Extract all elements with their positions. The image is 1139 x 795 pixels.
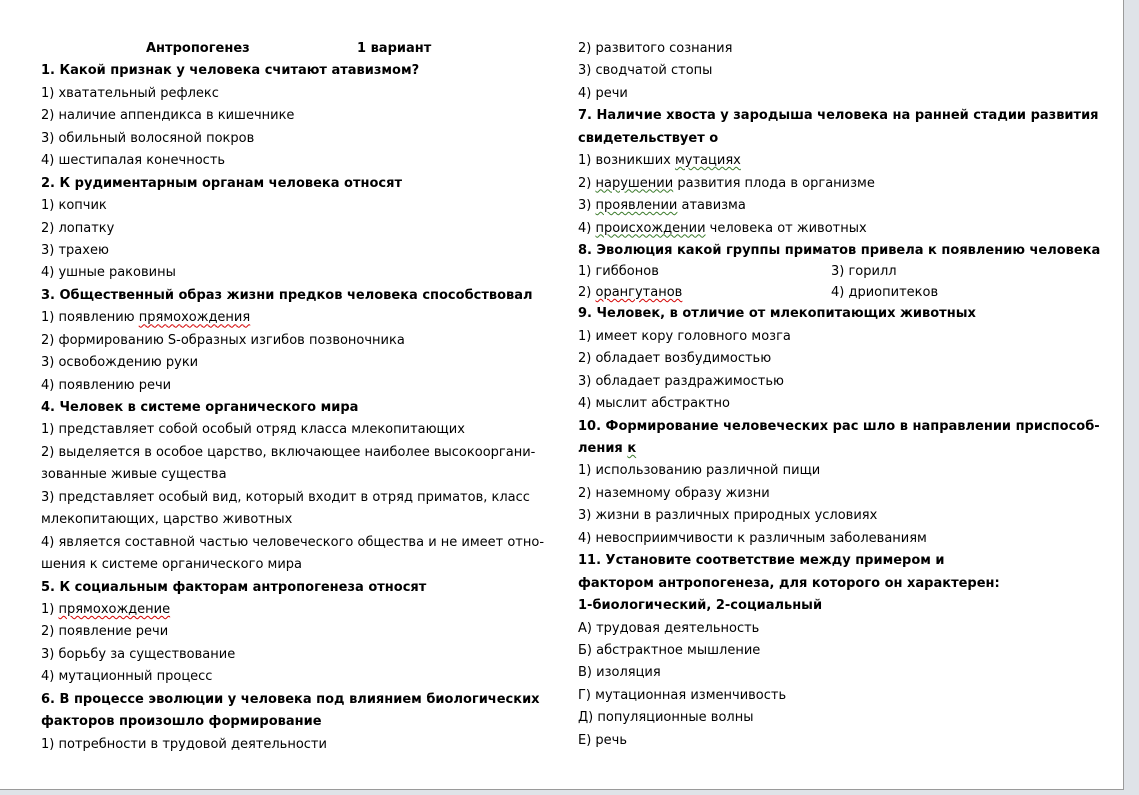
question-text: 5. К социальным факторам антропогенеза относят: [41, 579, 427, 595]
answer-option: 1) представляет собой особый отряд класса млекопитающих: [41, 422, 465, 438]
line-text: 2): [578, 175, 596, 191]
answer-option: Д) популяционные волны: [578, 710, 754, 726]
answer-option: 2) выделяется в особое царство, включающее наиболее высокооргани-: [41, 444, 536, 460]
answer-option: 4) появлению речи: [41, 377, 172, 393]
variant-label: 1 вариант: [357, 41, 432, 56]
spellcheck-marked-word: происхождении: [595, 220, 706, 236]
window-bottom-band: [0, 790, 1139, 795]
answer-option: [578, 264, 659, 279]
question-text: 1. Какой признак у человека считают атавизмом?: [41, 63, 420, 79]
question-text: 10. Формирование человеческих рас шло в направлении приспособ-: [578, 418, 1100, 434]
answer-option: 2) появление речи: [41, 624, 169, 640]
line-text: атавизма: [677, 198, 746, 214]
question-text: 9. Человек, в отличие от млекопитающих животных: [578, 306, 976, 322]
answer-option: [578, 150, 1078, 172]
question-text: 8. Эволюция какой группы приматов привела к появлению человека: [578, 242, 1101, 258]
answer-option: млекопитающих, царство животных: [41, 512, 293, 528]
answer-option: 1) использованию различной пищи: [578, 463, 821, 479]
right-lines-top: [578, 38, 1101, 262]
answer-option: 1) потребности в трудовой деятельности: [41, 736, 327, 752]
answer-option: 2) наземному образу жизни: [578, 485, 770, 501]
answer-option: 2) лопатку: [41, 220, 115, 236]
answer-option: 4) мутационный процесс: [41, 669, 213, 685]
answer-option: 4) мыслит абстрактно: [578, 396, 730, 412]
answer-option: 3) горилл: [831, 264, 897, 280]
left-column: [41, 38, 545, 756]
answer-option: 3) обладает раздражимостью: [578, 373, 784, 389]
answer-option: 3) трахею: [41, 242, 109, 258]
spellcheck-marked-word: нарушении: [595, 175, 674, 191]
answer-option: 1) имеет кору головного мозга: [578, 328, 791, 344]
left-lines: [41, 60, 545, 756]
answer-option: 3) борьбу за существование: [41, 646, 236, 662]
spellcheck-marked-word: прямохождения: [138, 310, 251, 326]
line-text: человека от животных: [705, 220, 867, 236]
answer-option: [578, 195, 1078, 217]
answer-option: А) трудовая деятельность: [578, 620, 760, 636]
answer-option: Б) абстрактное мышление: [578, 642, 761, 658]
document-title-row: [41, 38, 541, 60]
line-text: развития плода в организме: [673, 175, 875, 191]
spellcheck-marked-word: проявлении: [595, 198, 678, 214]
spellcheck-marked-word: мутациях: [674, 153, 741, 169]
answer-pair-row: [578, 283, 1078, 304]
spellcheck-marked-word: орангутанов: [595, 284, 683, 300]
window-side-rail: [1124, 0, 1139, 795]
answer-option: 3) жизни в различных природных условиях: [578, 508, 878, 524]
answer-option: [41, 599, 541, 621]
question-text: 2. К рудиментарным органам человека относят: [41, 175, 403, 191]
answer-option: [578, 218, 1078, 240]
question-text: 7. Наличие хвоста у зародыша человека на ранней стадии развития: [578, 108, 1099, 124]
right-lines-bottom: [578, 303, 1100, 752]
spellcheck-marked-word: прямохождение: [58, 601, 171, 617]
answer-option: Г) мутационная изменчивость: [578, 687, 787, 703]
line-text: 1): [41, 601, 59, 617]
answer-option: В) изоляция: [578, 665, 661, 681]
question-text: 3. Общественный образ жизни предков человека способствовал: [41, 287, 533, 303]
line-text: 3): [578, 198, 596, 214]
answer-option: Е) речь: [578, 732, 628, 748]
question-text: факторов произошло формирование: [41, 714, 322, 730]
spellcheck-marked-word: к: [627, 441, 637, 456]
answer-option: [578, 173, 1078, 195]
answer-option: 3) освобождению руки: [41, 355, 199, 371]
line-text: 1) возникших: [578, 153, 675, 169]
answer-option: 3) сводчатой стопы: [578, 63, 713, 79]
answer-option: 1) копчик: [41, 198, 107, 214]
line-text: ления: [578, 441, 628, 456]
question-text: [578, 438, 1078, 460]
answer-option: 2) наличие аппендикса в кишечнике: [41, 108, 295, 124]
answer-option: [41, 307, 541, 329]
answer-pairs: [578, 262, 1078, 303]
question-text: фактором антропогенеза, для которого он характерен:: [578, 575, 1000, 591]
question-text: 6. В процессе эволюции у человека под влиянием биологических: [41, 691, 540, 707]
answer-option: зованные живые существа: [41, 467, 227, 483]
answer-option: 1) хватательный рефлекс: [41, 85, 219, 101]
question-text: свидетельствует о: [578, 130, 719, 146]
answer-option: [578, 285, 682, 300]
answer-pair-row: [578, 262, 1078, 283]
question-text: 11. Установите соответствие между примером и: [578, 553, 945, 569]
answer-option: 4) невосприимчивости к различным заболеваниям: [578, 530, 927, 546]
answer-option: 4) ушные раковины: [41, 265, 176, 281]
answer-option: 4) шестипалая конечность: [41, 153, 226, 169]
answer-option: шения к системе органического мира: [41, 557, 303, 573]
line-text: 1) появлению: [41, 310, 139, 326]
document-title: Антропогенез: [146, 41, 250, 56]
answer-option: 2) развитого сознания: [578, 41, 733, 56]
line-text: 2): [578, 284, 596, 300]
answer-option: 4) является составной частью человеческого общества и не имеет отно-: [41, 534, 545, 550]
answer-option: 2) формированию S-образных изгибов позвоночника: [41, 332, 405, 348]
line-text: 4): [578, 220, 596, 236]
right-column: [578, 38, 1101, 752]
answer-option: 2) обладает возбудимостью: [578, 351, 772, 367]
question-text: 4. Человек в системе органического мира: [41, 400, 359, 415]
line-text: 1) гиббонов: [578, 264, 659, 280]
answer-option: 4) речи: [578, 85, 628, 101]
answer-option: 4) дриопитеков: [831, 284, 939, 300]
answer-option: 3) представляет особый вид, который входит в отряд приматов, класс: [41, 489, 530, 505]
answer-option: 3) обильный волосяной покров: [41, 130, 255, 146]
question-text: 1-биологический, 2-социальный: [578, 598, 823, 614]
